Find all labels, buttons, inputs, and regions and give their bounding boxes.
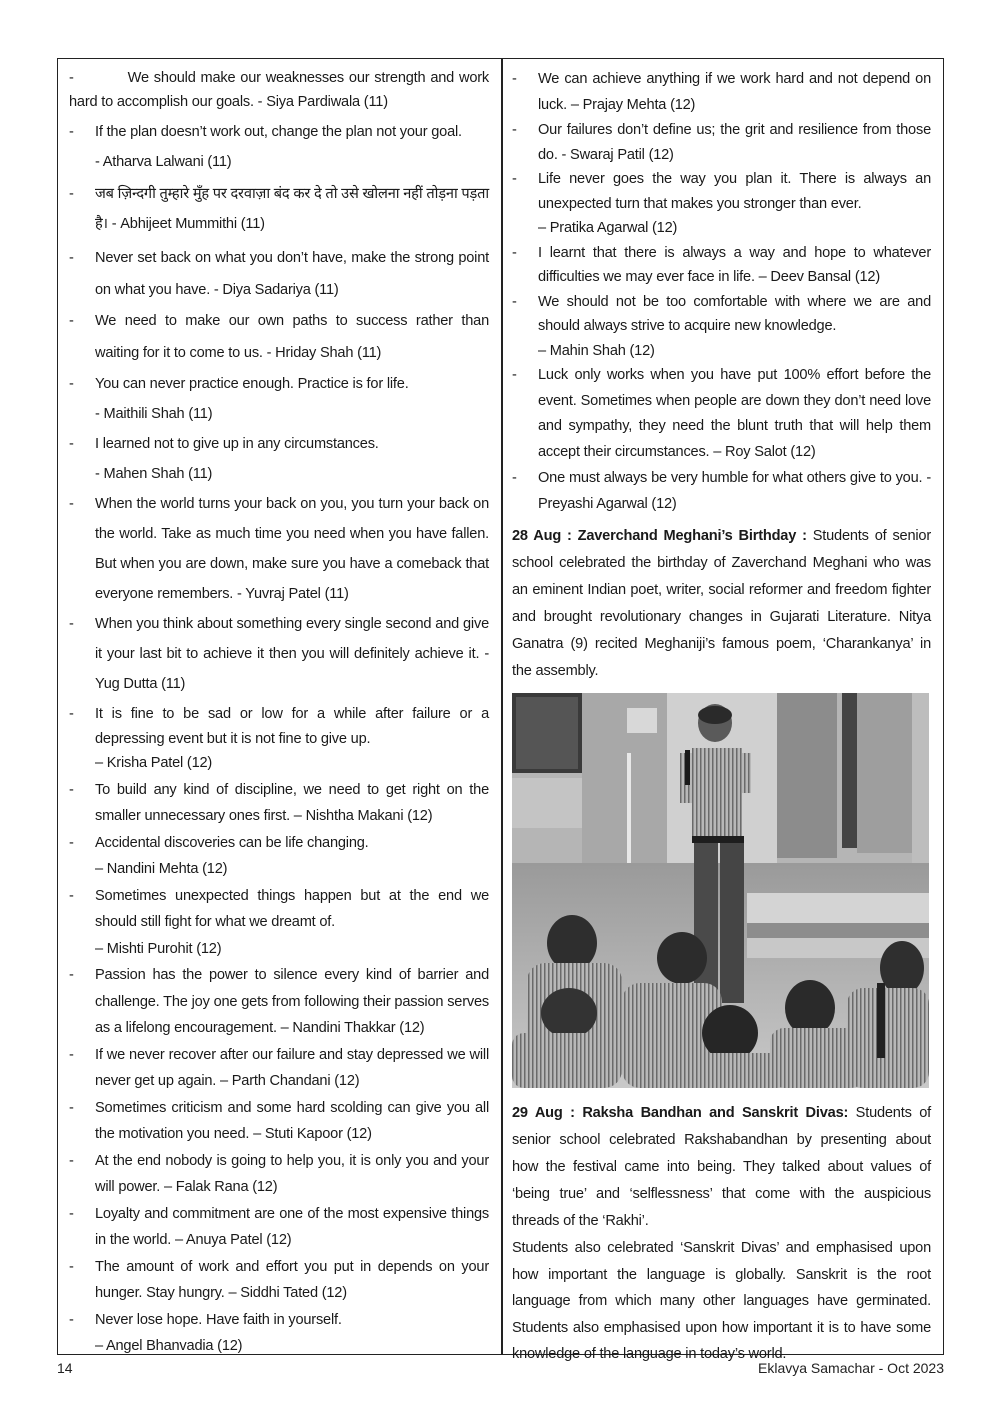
dash-bullet: - — [69, 250, 74, 266]
dash-bullet: - — [69, 1258, 74, 1275]
dash-bullet: - — [69, 1099, 74, 1116]
quote-text: I learnt that there is always a way and hope to whatever difficulties we may ever face in life. – Deev Bansal (12) — [538, 244, 931, 285]
quote-author: – Mahin Shah (12) — [538, 342, 655, 359]
quote-item-hindi — [69, 179, 489, 239]
dash-bullet: - — [512, 171, 517, 187]
quote-text: We can achieve anything if we work hard and not depend on luck. – Prajay Mehta (12) — [538, 71, 931, 113]
quote-author: - Atharva Lalwani (11) — [95, 154, 232, 170]
quote-item — [69, 830, 489, 883]
quote-author: - Maithili Shah (11) — [95, 406, 213, 422]
quote-item — [69, 306, 489, 369]
dash-bullet: - — [69, 70, 74, 86]
quote-item — [69, 117, 489, 177]
event-body: Students of senior school celebrated Rakshabandhan by presenting about how the festival came into being. They talked about values of ‘being true’ and ‘selflessness’ that come with the auspicious threads of the ‘Rakhi’. — [512, 1105, 931, 1229]
quote-item — [69, 609, 489, 699]
quote-item — [512, 167, 931, 241]
quote-item — [512, 465, 931, 517]
dash-bullet: - — [69, 1046, 74, 1063]
event-body: Students of senior school celebrated the birthday of Zaverchand Meghani who was an eminent Indian poet, writer, social reformer and freedom fighter and brought revolutionary changes in Gujarati Literature. Nitya Ganatra (9) recited Meghaniji’s famous poem, ‘Charankanya’ in the assembly. — [512, 528, 931, 679]
quote-item — [512, 363, 931, 465]
dash-bullet: - — [69, 834, 74, 851]
quote-item — [69, 429, 489, 489]
event-sanskrit-divas — [512, 1235, 931, 1368]
quote-item — [69, 777, 489, 830]
quote-item — [69, 883, 489, 963]
quote-text: We should not be too comfortable with where we are and should always strive to acquire new knowledge. — [538, 293, 931, 334]
page-number: 14 — [57, 1360, 73, 1376]
quote-text: When you think about something every single second and give it your last bit to achieve it then you will definitely achieve it. - Yug Dutta (11) — [95, 616, 489, 692]
dash-bullet: - — [69, 887, 74, 904]
quote-item — [512, 66, 931, 118]
quote-item — [69, 369, 489, 429]
dash-bullet: - — [69, 436, 74, 452]
quote-text: We need to make our own paths to success rather than waiting for it to come to us. - Hriday Shah (11) — [95, 313, 489, 361]
quote-item — [69, 962, 489, 1042]
quote-item — [69, 1148, 489, 1201]
quote-item — [69, 1095, 489, 1148]
quote-text: Passion has the power to silence every kind of barrier and challenge. The joy one gets from following their passion serves as a lifelong encouragement. – Nandini Thakkar (12) — [95, 967, 489, 1036]
quote-text: We should make our weaknesses our strength and work hard to accomplish our goals. - Siya Pardiwala (11) — [69, 70, 489, 110]
quote-author: – Krisha Patel (12) — [95, 755, 213, 771]
quote-text: Sometimes unexpected things happen but at the end we should still fight for what we dreamt of. — [95, 887, 489, 930]
quote-text: At the end nobody is going to help you, it is only you and your will power. – Falak Rana (12) — [95, 1152, 489, 1195]
quote-text: To build any kind of discipline, we need to get right on the smaller unnecessary ones first. – Nishtha Makani (12) — [95, 781, 489, 824]
quote-item — [69, 702, 489, 776]
quote-author: – Nandini Mehta (12) — [95, 861, 228, 877]
quote-item — [69, 243, 489, 306]
dash-bullet: - — [512, 470, 517, 486]
quote-text: If the plan doesn’t work out, change the plan not your goal. — [95, 124, 462, 140]
dash-bullet: - — [69, 313, 74, 329]
dash-bullet: - — [69, 1311, 74, 1328]
column-divider — [501, 58, 503, 1355]
quote-text: If we never recover after our failure and stay depressed we will never get up again. – Parth Chandani (12) — [95, 1046, 489, 1089]
left-column — [69, 66, 489, 1360]
event-heading: 29 Aug : Raksha Bandhan and Sanskrit Divas: — [512, 1105, 849, 1121]
quote-item — [69, 1201, 489, 1254]
event-zaverchand-meghani — [512, 523, 931, 685]
dash-bullet: - — [512, 71, 517, 87]
quote-text: Life never goes the way you plan it. There is always an unexpected turn that makes you stronger than ever. — [538, 171, 931, 212]
event-body: Students also celebrated ‘Sanskrit Divas’ and emphasised upon how important the language is globally. Sanskrit is the root language from which many other languages have germinated. Students also emphasised upon how important it is to have some knowledge of the language in today’s world. — [512, 1240, 931, 1362]
quote-item — [69, 1307, 489, 1360]
quote-item — [69, 66, 489, 114]
dash-bullet: - — [512, 367, 517, 383]
quote-item — [512, 241, 931, 290]
quote-text: One must always be very humble for what others give to you. - Preyashi Agarwal (12) — [538, 470, 931, 512]
dash-bullet: - — [69, 376, 74, 392]
quote-author: – Angel Bhanvadia (12) — [95, 1338, 243, 1354]
dash-bullet: - — [512, 244, 517, 261]
dash-bullet: - — [69, 1205, 74, 1222]
dash-bullet: - — [69, 1152, 74, 1169]
dash-bullet: - — [69, 186, 74, 202]
quote-text: Accidental discoveries can be life changing. — [95, 834, 369, 851]
quote-text: Loyalty and commitment are one of the most expensive things in the world. – Anuya Patel (12) — [95, 1205, 489, 1248]
event-heading: 28 Aug : Zaverchand Meghani’s Birthday : — [512, 528, 807, 544]
quote-text: Never lose hope. Have faith in yourself. — [95, 1311, 342, 1328]
event-raksha-bandhan — [512, 1100, 931, 1235]
quote-text: Sometimes criticism and some hard scolding can give you all the motivation you need. – Stuti Kapoor (12) — [95, 1099, 489, 1142]
quote-text: The amount of work and effort you put in depends on your hunger. Stay hungry. – Siddhi Tated (12) — [95, 1258, 489, 1301]
quote-text: You can never practice enough. Practice is for life. — [95, 376, 409, 392]
quote-author: - Mahen Shah (11) — [95, 466, 213, 482]
quote-text: When the world turns your back on you, you turn your back on the world. Take as much time you need when you have fallen. But when you are down, make sure you have a comeback that everyone remembers. - Yuvraj Patel (11) — [95, 496, 489, 602]
quote-item — [512, 290, 931, 364]
quote-text: Our failures don’t define us; the grit and resilience from those do. - Swaraj Patil (12) — [538, 122, 931, 163]
dash-bullet: - — [69, 496, 74, 512]
quote-author: – Pratika Agarwal (12) — [538, 220, 678, 236]
page-footer — [57, 1360, 944, 1376]
dash-bullet: - — [69, 706, 74, 722]
dash-bullet: - — [512, 293, 517, 310]
dash-bullet: - — [69, 781, 74, 798]
dash-bullet: - — [512, 122, 517, 138]
quote-item — [69, 1042, 489, 1095]
event-photo — [512, 693, 929, 1088]
publication-name: Eklavya Samachar - Oct 2023 — [758, 1360, 944, 1376]
dash-bullet: - — [69, 616, 74, 632]
dash-bullet: - — [69, 967, 74, 983]
quote-item — [512, 118, 931, 167]
right-column — [512, 66, 931, 1368]
quote-text: It is fine to be sad or low for a while after failure or a depressing event but it is not fine to give up. — [95, 706, 489, 747]
quote-text: I learned not to give up in any circumstances. — [95, 436, 379, 452]
quote-text: Luck only works when you have put 100% effort before the event. Sometimes when people are down they don’t need love and sympathy, they need the blunt truth that will help them accept their circumstances. – Roy Salot (12) — [538, 367, 931, 460]
quote-text: Never set back on what you don’t have, make the strong point on what you have. - Diya Sadariya (11) — [95, 250, 489, 298]
quote-text: जब ज़िन्दगी तुम्हारे मुँह पर दरवाज़ा बंद कर दे तो उसे खोलना नहीं तोड़ना पड़ता है। - Abhijeet Mummithi (11) — [95, 186, 489, 232]
quote-item — [69, 489, 489, 609]
dash-bullet: - — [69, 124, 74, 140]
quote-author: – Mishti Purohit (12) — [95, 940, 222, 957]
student-speaking-photo — [512, 693, 929, 1088]
quote-item — [69, 1254, 489, 1307]
